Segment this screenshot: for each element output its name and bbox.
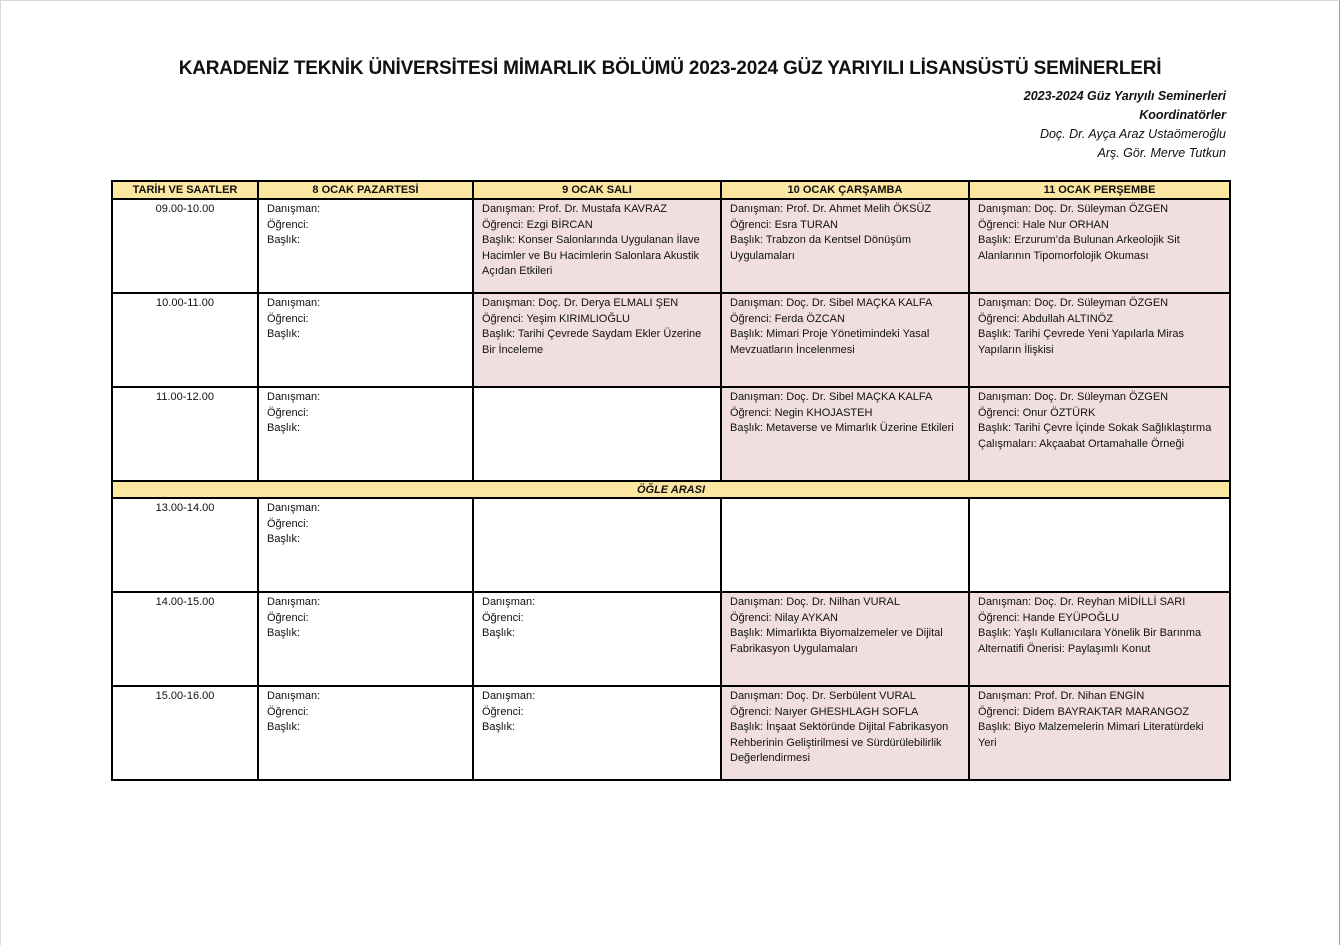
title-text: Başlık: Tarihi Çevrede Saydam Ekler Üzerine Bir İnceleme [482, 328, 702, 356]
title-text: Başlık: Yaşlı Kullanıcılara Yönelik Bir Barınma Alternatifi Önerisi: Paylaşımlı Konut [978, 627, 1202, 655]
table-header-row [112, 181, 1230, 199]
coordinators-block [1024, 87, 1226, 163]
student-text: Öğrenci: [267, 705, 309, 718]
seminar-cell [258, 686, 473, 780]
advisor-text: Danışman: [267, 391, 321, 403]
seminar-cell [969, 199, 1230, 293]
advisor-text: Danışman: Doç. Dr. Süleyman ÖZGEN [978, 391, 1169, 403]
student-text: Öğrenci: Ezgi BİRCAN [482, 218, 593, 231]
student-text: Öğrenci: Esra TURAN [730, 218, 838, 231]
student-text: Öğrenci: Naıyer GHESHLAGH SOFLA [730, 705, 919, 718]
title-text: Başlık: Metaverse ve Mimarlık Üzerine Etkileri [730, 422, 954, 434]
seminar-cell [258, 498, 473, 592]
seminar-cell [721, 199, 969, 293]
advisor-text: Danışman: [267, 502, 321, 514]
seminar-cell [969, 686, 1230, 780]
advisor-text: Danışman: Prof. Dr. Mustafa KAVRAZ [482, 203, 668, 215]
coordinators-label: Koordinatörler [1139, 108, 1226, 122]
title-text: Başlık: Konser Salonlarında Uygulanan İlave Hacimler ve Bu Hacimlerin Salonlara Akustik Açıdan Etkileri [482, 234, 700, 277]
advisor-text: Danışman: [267, 203, 321, 215]
advisor-text: Danışman: Doç. Dr. Derya ELMALI ŞEN [482, 297, 679, 309]
student-text: Öğrenci: Onur ÖZTÜRK [978, 406, 1096, 419]
coordinator-name: Arş. Gör. Merve Tutkun [1097, 146, 1226, 160]
header-day-1: 8 OCAK PAZARTESİ [258, 181, 473, 199]
student-text: Öğrenci: Hale Nur ORHAN [978, 218, 1109, 231]
seminar-cell [258, 592, 473, 686]
advisor-text: Danışman: Doç. Dr. Nilhan VURAL [730, 596, 900, 608]
student-text: Öğrenci: [267, 517, 309, 530]
table-row [112, 387, 1230, 481]
header-day-3: 10 OCAK ÇARŞAMBA [721, 181, 969, 199]
advisor-text: Danışman: Doç. Dr. Süleyman ÖZGEN [978, 203, 1169, 215]
seminar-cell [473, 293, 721, 387]
title-text: Başlık: [267, 627, 301, 639]
advisor-text: Danışman: Prof. Dr. Nihan ENGİN [978, 690, 1145, 702]
title-text: Başlık: Mimarlıkta Biyomalzemeler ve Dijital Fabrikasyon Uygulamaları [730, 627, 943, 655]
advisor-text: Danışman: Doç. Dr. Sibel MAÇKA KALFA [730, 297, 933, 309]
lunch-break-label: ÖĞLE ARASI [112, 481, 1230, 498]
student-text: Öğrenci: Negin KHOJASTEH [730, 406, 873, 419]
student-text: Öğrenci: [267, 611, 309, 624]
advisor-text: Danışman: Doç. Dr. Süleyman ÖZGEN [978, 297, 1169, 309]
title-text: Başlık: Tarihi Çevre İçinde Sokak Sağlıklaştırma Çalışmaları: Akçaabat Ortamahalle Örneği [978, 422, 1212, 450]
student-text: Öğrenci: Abdullah ALTINÖZ [978, 312, 1113, 325]
seminar-cell [721, 592, 969, 686]
title-text: Başlık: Biyo Malzemelerin Mimari Literatürdeki Yeri [978, 721, 1204, 749]
advisor-text: Danışman: [267, 690, 321, 702]
seminar-cell [721, 498, 969, 592]
seminar-cell [969, 592, 1230, 686]
title-text: Başlık: Tarihi Çevrede Yeni Yapılarla Miras Yapıların İlişkisi [978, 328, 1185, 356]
lunch-break-row [112, 481, 1230, 498]
title-text: Başlık: [267, 533, 301, 545]
table-row [112, 592, 1230, 686]
advisor-text: Danışman: [482, 596, 536, 608]
seminar-cell [721, 387, 969, 481]
table-row [112, 199, 1230, 293]
table-row [112, 293, 1230, 387]
seminar-cell [258, 199, 473, 293]
seminar-cell [969, 293, 1230, 387]
header-day-2: 9 OCAK SALI [473, 181, 721, 199]
student-text: Öğrenci: Didem BAYRAKTAR MARANGOZ [978, 705, 1190, 718]
seminar-cell [473, 387, 721, 481]
seminar-cell [969, 387, 1230, 481]
seminar-cell [721, 686, 969, 780]
title-text: Başlık: Mimari Proje Yönetimindeki Yasal Mevzuatların İncelenmesi [730, 328, 930, 356]
seminar-cell [258, 387, 473, 481]
seminar-cell [473, 686, 721, 780]
title-text: Başlık: Erzurum’da Bulunan Arkeolojik Sit Alanlarının Tipomorfolojik Okuması [978, 234, 1180, 262]
title-text: Başlık: [267, 721, 301, 733]
page-title: KARADENİZ TEKNİK ÜNİVERSİTESİ MİMARLIK BÖLÜMÜ 2023-2024 GÜZ YARIYILI LİSANSÜSTÜ SEMİNERLERİ [178, 58, 1162, 79]
time-slot: 09.00-10.00 [112, 199, 258, 293]
time-slot: 11.00-12.00 [112, 387, 258, 481]
title-text: Başlık: [482, 627, 516, 639]
seminar-schedule-table [111, 180, 1231, 781]
seminar-cell [473, 592, 721, 686]
time-slot: 14.00-15.00 [112, 592, 258, 686]
table-row [112, 498, 1230, 592]
seminar-cell [473, 498, 721, 592]
title-text: Başlık: [267, 328, 301, 340]
student-text: Öğrenci: Hande EYÜPOĞLU [978, 611, 1120, 624]
time-slot: 13.00-14.00 [112, 498, 258, 592]
student-text: Öğrenci: Yeşim KIRIMLIOĞLU [482, 312, 630, 325]
coordinator-name: Doç. Dr. Ayça Araz Ustaömeroğlu [1039, 127, 1226, 141]
time-slot: 15.00-16.00 [112, 686, 258, 780]
seminar-cell [721, 293, 969, 387]
student-text: Öğrenci: [482, 705, 524, 718]
seminar-cell [258, 293, 473, 387]
time-slot: 10.00-11.00 [112, 293, 258, 387]
advisor-text: Danışman: [267, 596, 321, 608]
header-day-4: 11 OCAK PERŞEMBE [969, 181, 1230, 199]
seminar-cell [473, 199, 721, 293]
student-text: Öğrenci: Nilay AYKAN [730, 611, 839, 624]
title-text: Başlık: [267, 422, 301, 434]
title-text: Başlık: İnşaat Sektöründe Dijital Fabrikasyon Rehberinin Geliştirilmesi ve Sürdürülebilirlik Değerlendirmesi [730, 721, 949, 764]
table-row [112, 686, 1230, 780]
header-date-time: TARİH VE SAATLER [112, 181, 258, 199]
title-text: Başlık: [482, 721, 516, 733]
coordinators-heading: 2023-2024 Güz Yarıyılı Seminerleri [1023, 89, 1226, 103]
title-text: Başlık: Trabzon da Kentsel Dönüşüm Uygulamaları [730, 234, 911, 262]
student-text: Öğrenci: [267, 218, 309, 231]
student-text: Öğrenci: [267, 406, 309, 419]
student-text: Öğrenci: [482, 611, 524, 624]
advisor-text: Danışman: [267, 297, 321, 309]
advisor-text: Danışman: Doç. Dr. Reyhan MİDİLLİ SARI [978, 596, 1186, 608]
advisor-text: Danışman: Doç. Dr. Sibel MAÇKA KALFA [730, 391, 933, 403]
advisor-text: Danışman: Prof. Dr. Ahmet Melih ÖKSÜZ [730, 203, 932, 215]
advisor-text: Danışman: [482, 690, 536, 702]
seminar-cell [969, 498, 1230, 592]
advisor-text: Danışman: Doç. Dr. Serbülent VURAL [730, 690, 916, 702]
student-text: Öğrenci: Ferda ÖZCAN [730, 312, 845, 325]
student-text: Öğrenci: [267, 312, 309, 325]
title-text: Başlık: [267, 234, 301, 246]
